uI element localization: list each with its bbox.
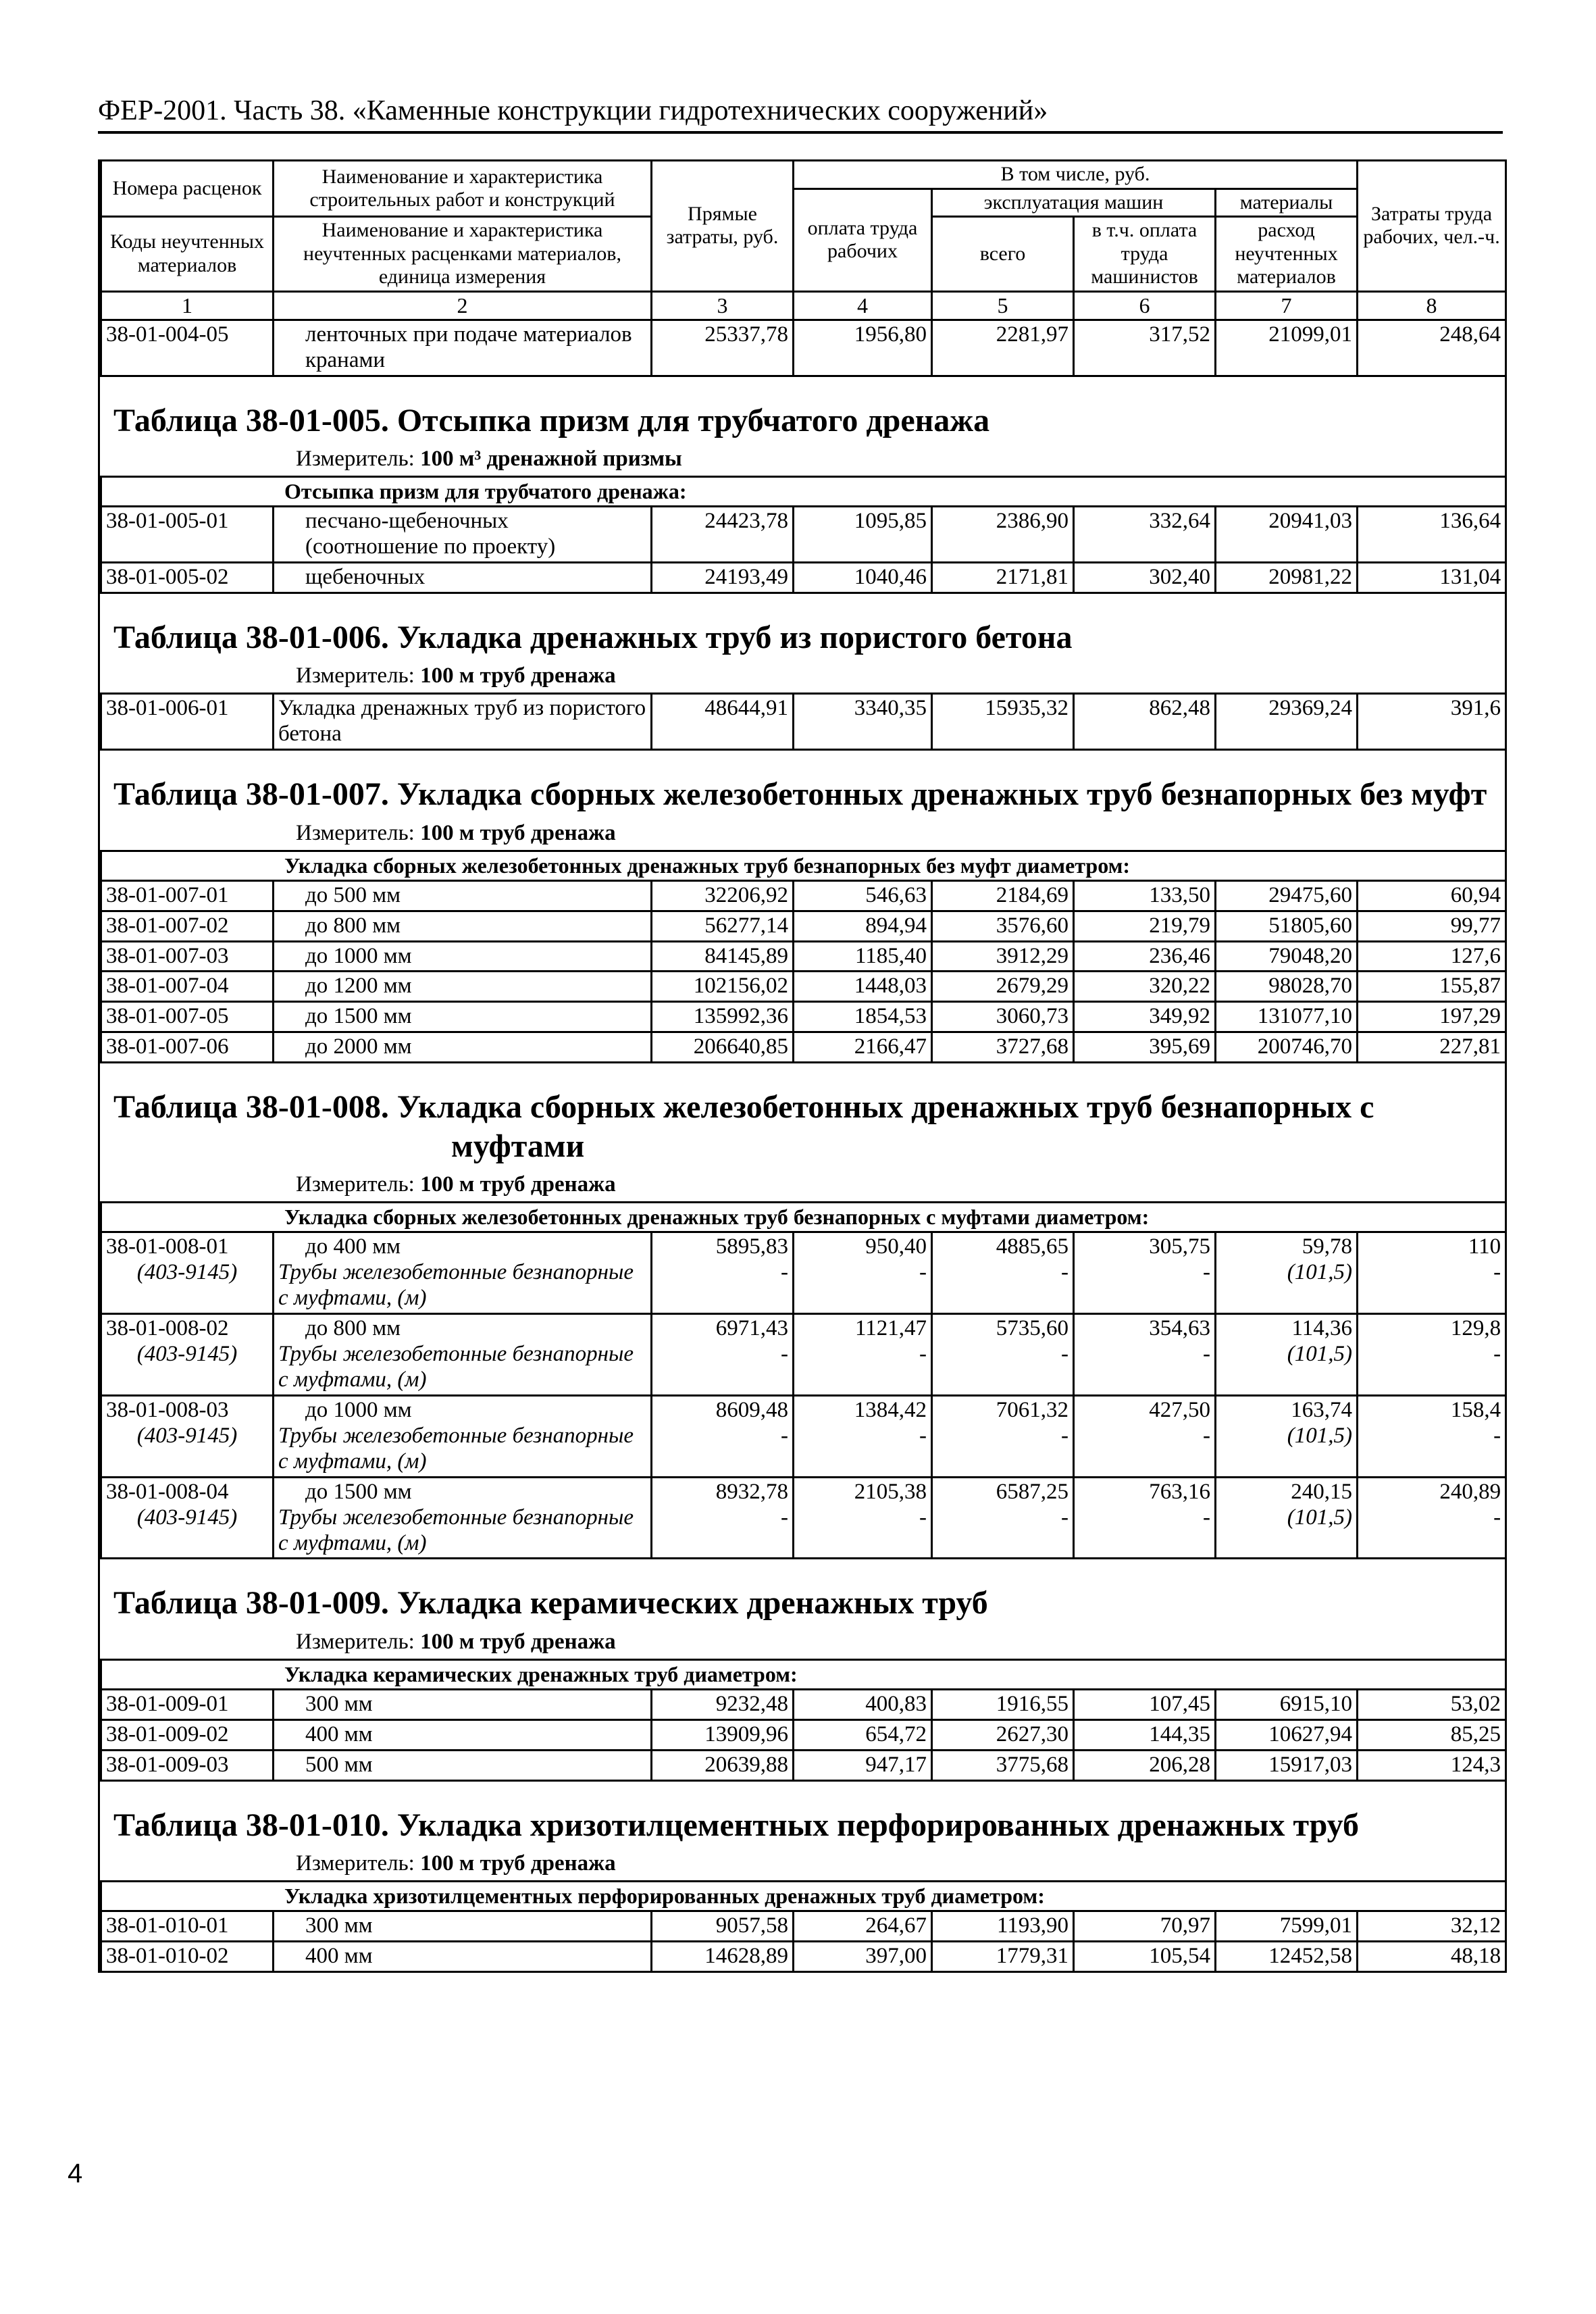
col-operators-pay-header: в т.ч. оплата труда машинистов — [1074, 217, 1216, 292]
value-cell: 894,94 — [794, 911, 932, 941]
rate-code: 38-01-007-01 — [101, 880, 274, 911]
rates-table — [100, 1201, 1507, 1559]
value-cell: 197,29 — [1358, 1002, 1506, 1032]
value-cell: 102156,02 — [652, 972, 794, 1002]
value-cell: 163,74 (101,5) — [1216, 1395, 1358, 1477]
col-direct-costs-header: Прямые затраты, руб. — [652, 161, 794, 292]
value-cell: 9057,58 — [652, 1911, 794, 1942]
table-section-t009 — [100, 1559, 1505, 1659]
rate-code: 38-01-007-02 — [101, 911, 274, 941]
value-cell: 136,64 — [1358, 506, 1506, 562]
value-cell: 1854,53 — [794, 1002, 932, 1032]
value-cell: 127,6 — [1358, 941, 1506, 972]
value-cell: 15935,32 — [932, 694, 1074, 750]
col-materials-header: материалы — [1216, 188, 1358, 217]
value-cell: 1040,46 — [794, 562, 932, 593]
value-cell: 70,97 — [1074, 1911, 1216, 1942]
value-cell: 15917,03 — [1216, 1750, 1358, 1780]
value-cell: 6587,25 - — [932, 1477, 1074, 1559]
col-material-codes-header: Коды неучтенных материалов — [101, 217, 274, 292]
measure-value: 100 м³ дренажной призмы — [420, 447, 682, 472]
material-name: Трубы железобетонные безнапорные с муфтами, (м) — [278, 1423, 634, 1474]
group-heading-row — [101, 1660, 1506, 1690]
value-cell: 24193,49 — [652, 562, 794, 593]
rate-name: до 500 мм — [274, 880, 652, 911]
table-row — [101, 506, 1506, 562]
value-cell: 32,12 — [1358, 1911, 1506, 1942]
measure-value: 100 м труб дренажа — [420, 820, 616, 845]
value-cell: 29475,60 — [1216, 880, 1358, 911]
value-cell: 947,17 — [794, 1750, 932, 1780]
value-cell: 1384,42 - — [794, 1395, 932, 1477]
material-code: (403-9145) — [136, 1260, 238, 1285]
value-cell: 1193,90 — [932, 1911, 1074, 1942]
value-cell: 29369,24 — [1216, 694, 1358, 750]
value-cell: 332,64 — [1074, 506, 1216, 562]
column-number: 2 — [274, 291, 652, 320]
rate-name: 300 мм — [274, 1689, 652, 1719]
value-cell: 219,79 — [1074, 911, 1216, 941]
column-number: 7 — [1216, 291, 1358, 320]
value-cell: 3775,68 — [932, 1750, 1074, 1780]
table-title: Таблица 38-01-009. Укладка керамических дренажных труб — [113, 1585, 988, 1621]
table-row — [101, 1002, 1506, 1032]
col-machines-header: эксплуатация машин — [932, 188, 1216, 217]
header-table — [100, 159, 1507, 377]
table-row — [101, 1477, 1506, 1559]
rate-name: до 400 мм Трубы железобетонные безнапорные с муфтами, (м) — [274, 1232, 652, 1314]
table-row — [101, 1942, 1506, 1972]
value-cell: 200746,70 — [1216, 1032, 1358, 1063]
value-cell: 317,52 — [1074, 320, 1216, 376]
value-cell: 12452,58 — [1216, 1942, 1358, 1972]
value-cell: 5895,83 - — [652, 1232, 794, 1314]
value-cell: 7599,01 — [1216, 1911, 1358, 1942]
table-row — [101, 320, 1506, 376]
rate-name: до 1000 мм — [274, 941, 652, 972]
value-cell: 110 - — [1358, 1232, 1506, 1314]
value-cell: 85,25 — [1358, 1719, 1506, 1750]
table-row — [101, 880, 1506, 911]
value-cell: 6971,43 - — [652, 1314, 794, 1396]
rate-code: 38-01-010-02 — [101, 1942, 274, 1972]
value-cell: 546,63 — [794, 880, 932, 911]
measure-unit — [113, 1844, 1505, 1878]
value-cell: 248,64 — [1358, 320, 1506, 376]
table-row — [101, 1314, 1506, 1396]
rate-name: 300 мм — [274, 1911, 652, 1942]
value-cell: 654,72 — [794, 1719, 932, 1750]
value-cell: 3060,73 — [932, 1002, 1074, 1032]
column-number: 8 — [1358, 291, 1506, 320]
group-heading: Укладка хризотилцементных перфорированных дренажных труб диаметром: — [101, 1882, 1506, 1911]
table-row — [101, 911, 1506, 941]
value-cell: 51805,60 — [1216, 911, 1358, 941]
rate-code: 38-01-009-02 — [101, 1719, 274, 1750]
value-cell: 107,45 — [1074, 1689, 1216, 1719]
table-row — [101, 1395, 1506, 1477]
rate-code: 38-01-006-01 — [101, 694, 274, 750]
group-heading-row — [101, 1882, 1506, 1911]
measure-label: Измеритель: — [296, 1851, 415, 1876]
value-cell: 129,8 - — [1358, 1314, 1506, 1396]
value-cell: 354,63 - — [1074, 1314, 1216, 1396]
value-cell: 240,15 (101,5) — [1216, 1477, 1358, 1559]
value-cell: 240,89 - — [1358, 1477, 1506, 1559]
value-cell: 206640,85 — [652, 1032, 794, 1063]
rate-code: 38-01-004-05 — [101, 320, 274, 376]
measure-unit — [113, 814, 1505, 847]
value-cell: 5735,60 - — [932, 1314, 1074, 1396]
material-code: (403-9145) — [136, 1505, 238, 1530]
column-number: 1 — [101, 291, 274, 320]
rate-name: до 800 мм Трубы железобетонные безнапорные с муфтами, (м) — [274, 1314, 652, 1396]
measure-value: 100 м труб дренажа — [420, 1172, 616, 1197]
group-heading: Укладка сборных железобетонных дренажных труб безнапорных с муфтами диаметром: — [101, 1203, 1506, 1232]
rate-code: 38-01-007-03 — [101, 941, 274, 972]
value-cell: 105,54 — [1074, 1942, 1216, 1972]
value-cell: 227,81 — [1358, 1032, 1506, 1063]
measure-unit — [113, 1623, 1505, 1656]
table-row — [101, 941, 1506, 972]
value-cell: 114,36 (101,5) — [1216, 1314, 1358, 1396]
value-cell: 264,67 — [794, 1911, 932, 1942]
rate-name: до 1200 мм — [274, 972, 652, 1002]
table-title: Таблица 38-01-008. Укладка сборных железобетонных дренажных труб безнапорных с муфтами — [113, 1089, 1374, 1164]
col-including-header: В том числе, руб. — [794, 161, 1358, 189]
measure-unit — [113, 657, 1505, 690]
column-number: 5 — [932, 291, 1074, 320]
value-cell: 8932,78 - — [652, 1477, 794, 1559]
material-name: Трубы железобетонные безнапорные с муфтами, (м) — [278, 1341, 634, 1392]
table-section-t006 — [100, 594, 1505, 693]
table-row — [101, 1911, 1506, 1942]
value-cell: 1095,85 — [794, 506, 932, 562]
group-heading: Отсыпка призм для трубчатого дренажа: — [101, 477, 1506, 507]
value-cell: 24423,78 — [652, 506, 794, 562]
value-cell: 20981,22 — [1216, 562, 1358, 593]
value-cell: 206,28 — [1074, 1750, 1216, 1780]
value-cell: 158,4 - — [1358, 1395, 1506, 1477]
material-name: Трубы железобетонные безнапорные с муфтами, (м) — [278, 1505, 634, 1555]
table-title: Таблица 38-01-007. Укладка сборных железобетонных дренажных труб безнапорных без муфт — [113, 776, 1487, 813]
table-row — [101, 1689, 1506, 1719]
material-name: Трубы железобетонные безнапорные с муфтами, (м) — [278, 1260, 634, 1311]
rate-code: 38-01-009-01 — [101, 1689, 274, 1719]
col-work-name-header: Наименование и характеристика строительных работ и конструкций — [274, 161, 652, 217]
col-labor-hours-header: Затраты труда рабочих, чел.-ч. — [1358, 161, 1506, 292]
column-number: 6 — [1074, 291, 1216, 320]
rate-name: до 2000 мм — [274, 1032, 652, 1063]
value-cell: 2171,81 — [932, 562, 1074, 593]
value-cell: 395,69 — [1074, 1032, 1216, 1063]
value-cell: 349,92 — [1074, 1002, 1216, 1032]
rate-code: 38-01-005-01 — [101, 506, 274, 562]
col-rate-number-header: Номера расценок — [101, 161, 274, 217]
value-cell: 124,3 — [1358, 1750, 1506, 1780]
rate-code: 38-01-009-03 — [101, 1750, 274, 1780]
value-cell: 3340,35 — [794, 694, 932, 750]
value-cell: 2281,97 — [932, 320, 1074, 376]
value-cell: 4885,65 - — [932, 1232, 1074, 1314]
measure-unit — [113, 1165, 1505, 1199]
value-cell: 391,6 — [1358, 694, 1506, 750]
rate-code: 38-01-007-04 — [101, 972, 274, 1002]
value-cell: 2627,30 — [932, 1719, 1074, 1750]
col-unaccounted-materials-header: расход неучтенных материалов — [1216, 217, 1358, 292]
group-heading: Укладка сборных железобетонных дренажных труб безнапорных без муфт диаметром: — [101, 851, 1506, 880]
column-number: 3 — [652, 291, 794, 320]
rate-code: 38-01-008-01 (403-9145) — [101, 1232, 274, 1314]
value-cell: 133,50 — [1074, 880, 1216, 911]
rates-table — [100, 693, 1507, 751]
value-cell: 2105,38 - — [794, 1477, 932, 1559]
measure-value: 100 м труб дренажа — [420, 663, 616, 688]
value-cell: 32206,92 — [652, 880, 794, 911]
value-cell: 1121,47 - — [794, 1314, 932, 1396]
table-section-t005 — [100, 377, 1505, 476]
value-cell: 1956,80 — [794, 320, 932, 376]
col-machines-total-header: всего — [932, 217, 1074, 292]
page-header: ФЕР-2001. Часть 38. «Каменные конструкции гидротехнических сооружений» — [98, 95, 1503, 134]
rate-code: 38-01-005-02 — [101, 562, 274, 593]
value-cell: 8609,48 - — [652, 1395, 794, 1477]
group-heading-row — [101, 851, 1506, 880]
rate-code: 38-01-007-06 — [101, 1032, 274, 1063]
group-heading: Укладка керамических дренажных труб диаметром: — [101, 1660, 1506, 1690]
rates-table — [100, 1659, 1507, 1782]
value-cell: 144,35 — [1074, 1719, 1216, 1750]
table-row — [101, 1719, 1506, 1750]
rate-code: 38-01-008-02 (403-9145) — [101, 1314, 274, 1396]
value-cell: 1916,55 — [932, 1689, 1074, 1719]
value-cell: 1779,31 — [932, 1942, 1074, 1972]
measure-unit — [113, 440, 1505, 473]
value-cell: 302,40 — [1074, 562, 1216, 593]
rate-name: Укладка дренажных труб из пористого бетона — [274, 694, 652, 750]
value-cell: 427,50 - — [1074, 1395, 1216, 1477]
table-title: Таблица 38-01-010. Укладка хризотилцементных перфорированных дренажных труб — [113, 1807, 1360, 1843]
col-labor-pay-header: оплата труда рабочих — [794, 188, 932, 291]
rates-sheet — [98, 159, 1507, 1973]
value-cell: 236,46 — [1074, 941, 1216, 972]
value-cell: 305,75 - — [1074, 1232, 1216, 1314]
rate-name: 500 мм — [274, 1750, 652, 1780]
group-heading-row — [101, 1203, 1506, 1232]
value-cell: 79048,20 — [1216, 941, 1358, 972]
col-material-name-header: Наименование и характеристика неучтенных расценками материалов, единица измерения — [274, 217, 652, 292]
value-cell: 131,04 — [1358, 562, 1506, 593]
value-cell: 155,87 — [1358, 972, 1506, 1002]
rate-name: песчано-щебеночных (соотношение по проекту) — [274, 506, 652, 562]
value-cell: 48,18 — [1358, 1942, 1506, 1972]
table-section-t010 — [100, 1782, 1505, 1881]
group-heading-row — [101, 477, 1506, 507]
value-cell: 99,77 — [1358, 911, 1506, 941]
value-cell: 10627,94 — [1216, 1719, 1358, 1750]
value-cell: 13909,96 — [652, 1719, 794, 1750]
value-cell: 862,48 — [1074, 694, 1216, 750]
value-cell: 320,22 — [1074, 972, 1216, 1002]
value-cell: 2386,90 — [932, 506, 1074, 562]
rate-name: 400 мм — [274, 1719, 652, 1750]
rates-table — [100, 1880, 1507, 1973]
value-cell: 9232,48 — [652, 1689, 794, 1719]
rate-name: щебеночных — [274, 562, 652, 593]
table-title: Таблица 38-01-006. Укладка дренажных труб из пористого бетона — [113, 619, 1073, 655]
value-cell: 131077,10 — [1216, 1002, 1358, 1032]
table-row — [101, 972, 1506, 1002]
value-cell: 21099,01 — [1216, 320, 1358, 376]
measure-label: Измеритель: — [296, 663, 415, 688]
value-cell: 25337,78 — [652, 320, 794, 376]
table-row — [101, 1032, 1506, 1063]
measure-label: Измеритель: — [296, 1172, 415, 1197]
value-cell: 98028,70 — [1216, 972, 1358, 1002]
value-cell: 53,02 — [1358, 1689, 1506, 1719]
table-row — [101, 562, 1506, 593]
rate-code: 38-01-008-04 (403-9145) — [101, 1477, 274, 1559]
value-cell: 763,16 - — [1074, 1477, 1216, 1559]
table-title: Таблица 38-01-005. Отсыпка призм для трубчатого дренажа — [113, 402, 990, 438]
value-cell: 2184,69 — [932, 880, 1074, 911]
value-cell: 20941,03 — [1216, 506, 1358, 562]
value-cell: 60,94 — [1358, 880, 1506, 911]
value-cell: 3912,29 — [932, 941, 1074, 972]
rate-name: ленточных при подаче материалов кранами — [274, 320, 652, 376]
measure-label: Измеритель: — [296, 820, 415, 845]
value-cell: 48644,91 — [652, 694, 794, 750]
value-cell: 135992,36 — [652, 1002, 794, 1032]
rates-table — [100, 476, 1507, 594]
value-cell: 20639,88 — [652, 1750, 794, 1780]
table-section-t008 — [100, 1063, 1505, 1201]
value-cell: 3727,68 — [932, 1032, 1074, 1063]
rate-name: до 1000 мм Трубы железобетонные безнапорные с муфтами, (м) — [274, 1395, 652, 1477]
value-cell: 3576,60 — [932, 911, 1074, 941]
material-code: (403-9145) — [136, 1341, 238, 1366]
rate-name: до 1500 мм Трубы железобетонные безнапорные с муфтами, (м) — [274, 1477, 652, 1559]
measure-label: Измеритель: — [296, 447, 415, 472]
rate-name: 400 мм — [274, 1942, 652, 1972]
value-cell: 84145,89 — [652, 941, 794, 972]
page-number: 4 — [68, 2159, 83, 2188]
rate-code: 38-01-008-03 (403-9145) — [101, 1395, 274, 1477]
rate-name: до 800 мм — [274, 911, 652, 941]
table-row — [101, 1750, 1506, 1780]
value-cell: 2166,47 — [794, 1032, 932, 1063]
value-cell: 400,83 — [794, 1689, 932, 1719]
rate-name: до 1500 мм — [274, 1002, 652, 1032]
value-cell: 7061,32 - — [932, 1395, 1074, 1477]
value-cell: 397,00 — [794, 1942, 932, 1972]
value-cell: 950,40 - — [794, 1232, 932, 1314]
column-number: 4 — [794, 291, 932, 320]
rate-code: 38-01-010-01 — [101, 1911, 274, 1942]
rates-table — [100, 850, 1507, 1063]
table-row — [101, 1232, 1506, 1314]
value-cell: 56277,14 — [652, 911, 794, 941]
rate-code: 38-01-007-05 — [101, 1002, 274, 1032]
table-row — [101, 694, 1506, 750]
material-code: (403-9145) — [136, 1423, 238, 1448]
measure-value: 100 м труб дренажа — [420, 1630, 616, 1655]
value-cell: 1448,03 — [794, 972, 932, 1002]
value-cell: 14628,89 — [652, 1942, 794, 1972]
measure-value: 100 м труб дренажа — [420, 1851, 616, 1876]
value-cell: 1185,40 — [794, 941, 932, 972]
table-section-t007 — [100, 751, 1505, 850]
measure-label: Измеритель: — [296, 1630, 415, 1655]
value-cell: 2679,29 — [932, 972, 1074, 1002]
value-cell: 6915,10 — [1216, 1689, 1358, 1719]
value-cell: 59,78 (101,5) — [1216, 1232, 1358, 1314]
